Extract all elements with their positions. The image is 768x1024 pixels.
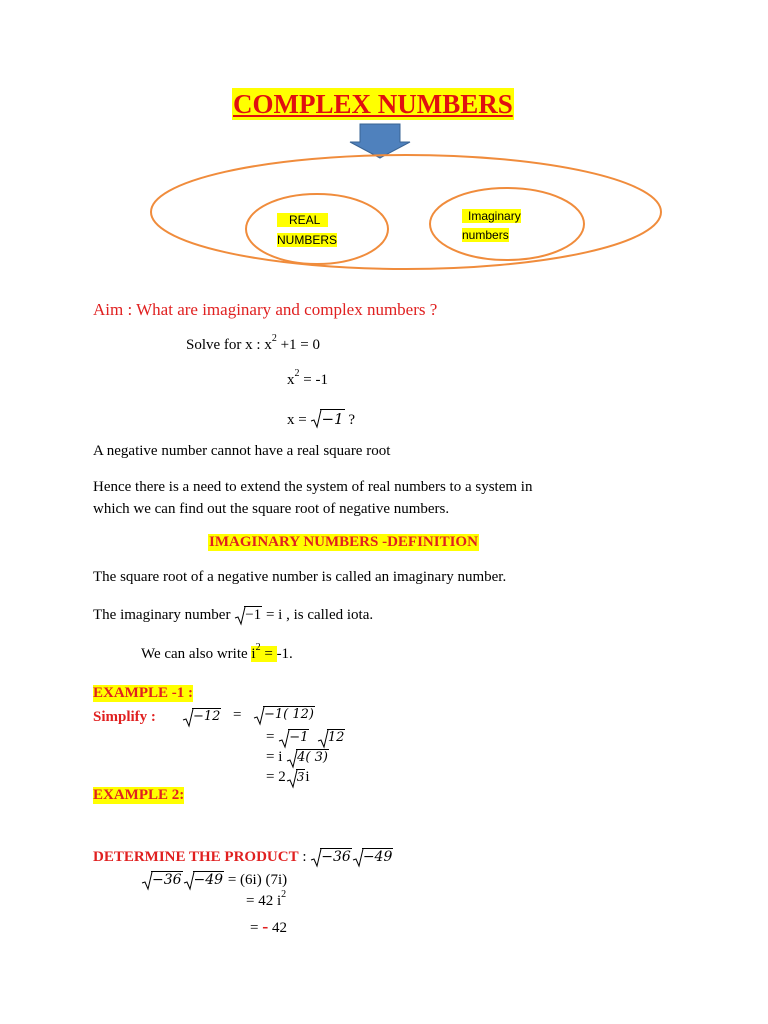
i-squared-statement: We can also write $i^2 = -1$.: [141, 642, 293, 662]
paragraph-1: A negative number cannot have a real square root: [93, 443, 391, 459]
example-2-heading: EXAMPLE 2:: [93, 787, 185, 803]
imaginary-label-1: Imaginary: [462, 209, 521, 223]
step-3: = i 4( 3): [266, 749, 328, 765]
sqrt-minus-12: −12: [182, 708, 221, 724]
down-arrow-icon: [350, 124, 410, 158]
step-2: = −1 12: [266, 729, 345, 745]
real-label-2: NUMBERS: [277, 233, 338, 247]
product-step-2: = 42 $i^2$: [246, 889, 287, 909]
example-1-heading: EXAMPLE -1 :: [93, 685, 193, 701]
paragraph-2-line-1: Hence there is a need to extend the system of real numbers to a system in: [93, 479, 533, 495]
complex-set-ellipse: [151, 155, 661, 269]
definition-heading: IMAGINARY NUMBERS -DEFINITION: [209, 534, 478, 550]
definition-text: The square root of a negative number is called an imaginary number.: [93, 569, 507, 585]
paragraph-2-line-2: which we can find out the square root of negative numbers.: [93, 501, 450, 517]
imaginary-label-2: numbers: [462, 228, 509, 242]
sets-diagram: [0, 0, 768, 280]
simplify-label: Simplify :: [93, 709, 156, 725]
sqrt-symbol: −1: [234, 606, 262, 624]
sqrt-minus-1-times-12: −1( 12): [253, 706, 315, 722]
aim-text: Aim : What are imaginary and complex numbers ?: [93, 300, 438, 319]
product-step-1: −36 −49 = (6i) (7i): [141, 871, 287, 889]
solve-line-1: Solve for x : $x^2 +1 = 0$: [186, 333, 320, 353]
real-set-ellipse: [246, 194, 388, 264]
determine-line: DETERMINE THE PRODUCT : −36 −49: [93, 849, 393, 865]
real-label-1: REAL: [277, 213, 328, 227]
equals-1: =: [233, 707, 242, 723]
product-step-3: = - 42: [250, 916, 287, 936]
solve-line-2: $x^2 = -1$: [287, 368, 328, 388]
step-4: = 2 3i: [266, 769, 310, 785]
solve-line-3: x = −1 ?: [287, 410, 356, 428]
page-title: COMPLEX NUMBERS: [233, 89, 513, 119]
iota-definition: The imaginary number −1 = i , is called iota.: [93, 607, 374, 623]
imaginary-set-ellipse: [430, 188, 584, 260]
sqrt-symbol: −1: [310, 409, 344, 429]
